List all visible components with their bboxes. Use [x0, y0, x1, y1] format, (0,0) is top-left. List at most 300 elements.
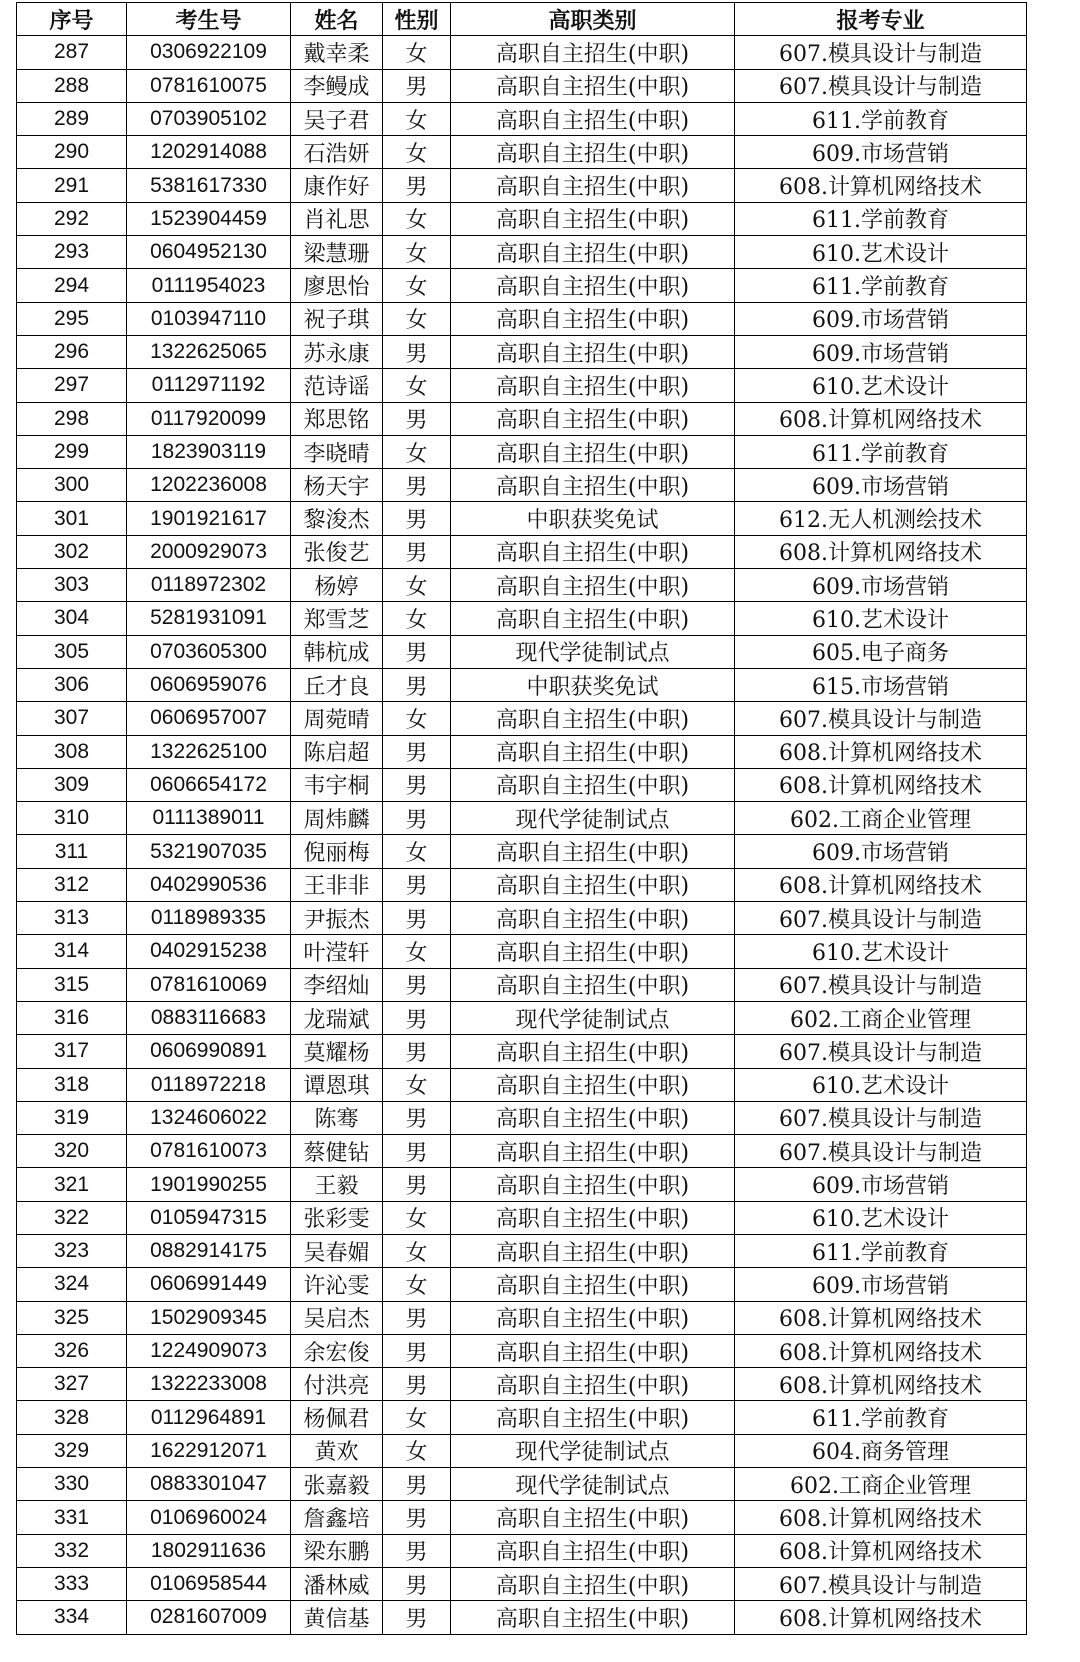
header-serial: 序号 [17, 3, 127, 36]
cell-candidate-id: 1322625100 [127, 735, 291, 768]
cell-major: 605.电子商务 [735, 635, 1027, 668]
header-name: 姓名 [291, 3, 383, 36]
cell-candidate-id: 2000929073 [127, 535, 291, 568]
cell-major: 610.艺术设计 [735, 1068, 1027, 1101]
table-row [17, 1368, 1027, 1401]
cell-name: 杨婷 [291, 569, 383, 602]
table-row [17, 1301, 1027, 1334]
cell-candidate-id: 0781610069 [127, 968, 291, 1001]
table-row [17, 1601, 1027, 1634]
cell-gender: 男 [383, 968, 451, 1001]
cell-major: 609.市场营销 [735, 469, 1027, 502]
cell-gender: 女 [383, 835, 451, 868]
cell-serial: 301 [17, 502, 127, 535]
cell-candidate-id: 0118972302 [127, 569, 291, 602]
cell-serial: 300 [17, 469, 127, 502]
cell-category: 高职自主招生(中职) [451, 1368, 735, 1401]
cell-major: 607.模具设计与制造 [735, 1101, 1027, 1134]
cell-gender: 女 [383, 569, 451, 602]
cell-serial: 298 [17, 402, 127, 435]
cell-category: 高职自主招生(中职) [451, 1334, 735, 1367]
cell-candidate-id: 1324606022 [127, 1101, 291, 1134]
cell-serial: 328 [17, 1401, 127, 1434]
cell-name: 倪丽梅 [291, 835, 383, 868]
cell-category: 高职自主招生(中职) [451, 1068, 735, 1101]
cell-major: 607.模具设计与制造 [735, 968, 1027, 1001]
cell-name: 张彩雯 [291, 1201, 383, 1234]
cell-gender: 男 [383, 1168, 451, 1201]
cell-major: 612.无人机测绘技术 [735, 502, 1027, 535]
cell-gender: 男 [383, 668, 451, 701]
cell-name: 郑雪芝 [291, 602, 383, 635]
cell-major: 607.模具设计与制造 [735, 1035, 1027, 1068]
cell-category: 高职自主招生(中职) [451, 102, 735, 135]
table-row [17, 735, 1027, 768]
cell-name: 郑思铭 [291, 402, 383, 435]
cell-candidate-id: 1523904459 [127, 202, 291, 235]
table-row [17, 1534, 1027, 1567]
table-row [17, 502, 1027, 535]
cell-candidate-id: 1802911636 [127, 1534, 291, 1567]
cell-serial: 291 [17, 169, 127, 202]
cell-category: 高职自主招生(中职) [451, 768, 735, 801]
cell-candidate-id: 0112964891 [127, 1401, 291, 1434]
cell-category: 高职自主招生(中职) [451, 335, 735, 368]
table-row [17, 1101, 1027, 1134]
cell-gender: 男 [383, 1567, 451, 1600]
cell-serial: 314 [17, 935, 127, 968]
table-row [17, 435, 1027, 468]
cell-major: 607.模具设计与制造 [735, 702, 1027, 735]
cell-major: 611.学前教育 [735, 102, 1027, 135]
header-candidate-id: 考生号 [127, 3, 291, 36]
cell-major: 610.艺术设计 [735, 935, 1027, 968]
cell-category: 中职获奖免试 [451, 502, 735, 535]
cell-major: 608.计算机网络技术 [735, 535, 1027, 568]
cell-serial: 293 [17, 236, 127, 269]
cell-gender: 男 [383, 1468, 451, 1501]
cell-name: 黄信基 [291, 1601, 383, 1634]
cell-candidate-id: 0606990891 [127, 1035, 291, 1068]
cell-serial: 330 [17, 1468, 127, 1501]
cell-serial: 296 [17, 335, 127, 368]
cell-major: 610.艺术设计 [735, 1201, 1027, 1234]
table-row [17, 668, 1027, 701]
cell-gender: 男 [383, 402, 451, 435]
cell-serial: 323 [17, 1234, 127, 1267]
cell-candidate-id: 0606957007 [127, 702, 291, 735]
cell-candidate-id: 0703605300 [127, 635, 291, 668]
cell-serial: 331 [17, 1501, 127, 1534]
cell-name: 陈骞 [291, 1101, 383, 1134]
cell-gender: 女 [383, 236, 451, 269]
cell-major: 611.学前教育 [735, 1234, 1027, 1267]
cell-name: 黄欢 [291, 1434, 383, 1467]
table-row [17, 1234, 1027, 1267]
cell-name: 许沁雯 [291, 1268, 383, 1301]
table-row [17, 169, 1027, 202]
cell-name: 丘才良 [291, 668, 383, 701]
cell-gender: 男 [383, 802, 451, 835]
cell-category: 高职自主招生(中职) [451, 1201, 735, 1234]
cell-gender: 女 [383, 369, 451, 402]
cell-serial: 310 [17, 802, 127, 835]
table-row [17, 1035, 1027, 1068]
cell-serial: 307 [17, 702, 127, 735]
cell-major: 607.模具设计与制造 [735, 902, 1027, 935]
cell-serial: 295 [17, 302, 127, 335]
cell-serial: 332 [17, 1534, 127, 1567]
cell-serial: 299 [17, 435, 127, 468]
cell-category: 高职自主招生(中职) [451, 1301, 735, 1334]
cell-name: 付洪亮 [291, 1368, 383, 1401]
cell-candidate-id: 0111954023 [127, 269, 291, 302]
cell-candidate-id: 1901921617 [127, 502, 291, 535]
table-row [17, 802, 1027, 835]
cell-serial: 288 [17, 69, 127, 102]
cell-name: 康作好 [291, 169, 383, 202]
admission-list-table [16, 2, 1027, 1635]
cell-serial: 289 [17, 102, 127, 135]
cell-name: 杨天宇 [291, 469, 383, 502]
cell-category: 高职自主招生(中职) [451, 968, 735, 1001]
cell-category: 高职自主招生(中职) [451, 236, 735, 269]
cell-major: 607.模具设计与制造 [735, 1135, 1027, 1168]
cell-name: 吴子君 [291, 102, 383, 135]
cell-category: 高职自主招生(中职) [451, 1534, 735, 1567]
cell-candidate-id: 0882914175 [127, 1234, 291, 1267]
cell-major: 607.模具设计与制造 [735, 36, 1027, 69]
table-row [17, 702, 1027, 735]
table-row [17, 1068, 1027, 1101]
cell-name: 李绍灿 [291, 968, 383, 1001]
cell-gender: 男 [383, 169, 451, 202]
cell-major: 608.计算机网络技术 [735, 1301, 1027, 1334]
cell-name: 潘林威 [291, 1567, 383, 1600]
cell-name: 莫耀杨 [291, 1035, 383, 1068]
cell-name: 陈启超 [291, 735, 383, 768]
cell-gender: 男 [383, 868, 451, 901]
cell-candidate-id: 0781610075 [127, 69, 291, 102]
cell-gender: 男 [383, 502, 451, 535]
cell-gender: 男 [383, 1101, 451, 1134]
cell-candidate-id: 0883301047 [127, 1468, 291, 1501]
cell-name: 蔡健钻 [291, 1135, 383, 1168]
cell-major: 609.市场营销 [735, 1268, 1027, 1301]
table-row [17, 1268, 1027, 1301]
cell-candidate-id: 0112971192 [127, 369, 291, 402]
cell-gender: 女 [383, 102, 451, 135]
cell-name: 余宏俊 [291, 1334, 383, 1367]
table-row [17, 602, 1027, 635]
cell-candidate-id: 0118989335 [127, 902, 291, 935]
cell-serial: 320 [17, 1135, 127, 1168]
cell-candidate-id: 0281607009 [127, 1601, 291, 1634]
cell-category: 现代学徒制试点 [451, 1001, 735, 1034]
table-row [17, 269, 1027, 302]
cell-name: 韩杭成 [291, 635, 383, 668]
cell-gender: 女 [383, 269, 451, 302]
table-row [17, 535, 1027, 568]
cell-category: 高职自主招生(中职) [451, 435, 735, 468]
cell-gender: 女 [383, 202, 451, 235]
cell-name: 王毅 [291, 1168, 383, 1201]
cell-serial: 313 [17, 902, 127, 935]
cell-gender: 女 [383, 1201, 451, 1234]
table-row [17, 569, 1027, 602]
table-row [17, 369, 1027, 402]
cell-major: 611.学前教育 [735, 202, 1027, 235]
cell-category: 高职自主招生(中职) [451, 535, 735, 568]
cell-gender: 男 [383, 1035, 451, 1068]
table-row [17, 136, 1027, 169]
cell-category: 高职自主招生(中职) [451, 302, 735, 335]
cell-candidate-id: 1502909345 [127, 1301, 291, 1334]
cell-candidate-id: 0402990536 [127, 868, 291, 901]
cell-name: 杨佩君 [291, 1401, 383, 1434]
cell-major: 615.市场营销 [735, 668, 1027, 701]
cell-gender: 男 [383, 635, 451, 668]
cell-name: 梁东鹏 [291, 1534, 383, 1567]
cell-major: 610.艺术设计 [735, 602, 1027, 635]
cell-serial: 333 [17, 1567, 127, 1600]
cell-serial: 294 [17, 269, 127, 302]
cell-gender: 男 [383, 1334, 451, 1367]
cell-gender: 女 [383, 602, 451, 635]
header-gender: 性别 [383, 3, 451, 36]
header-major: 报考专业 [735, 3, 1027, 36]
cell-major: 607.模具设计与制造 [735, 1567, 1027, 1600]
cell-category: 高职自主招生(中职) [451, 36, 735, 69]
table-row [17, 402, 1027, 435]
cell-serial: 290 [17, 136, 127, 169]
cell-major: 602.工商企业管理 [735, 1468, 1027, 1501]
cell-name: 廖思怡 [291, 269, 383, 302]
cell-serial: 316 [17, 1001, 127, 1034]
cell-name: 肖礼思 [291, 202, 383, 235]
cell-serial: 315 [17, 968, 127, 1001]
table-row [17, 36, 1027, 69]
cell-name: 龙瑞斌 [291, 1001, 383, 1034]
cell-major: 611.学前教育 [735, 1401, 1027, 1434]
cell-name: 谭恩琪 [291, 1068, 383, 1101]
cell-serial: 308 [17, 735, 127, 768]
cell-category: 高职自主招生(中职) [451, 602, 735, 635]
cell-major: 609.市场营销 [735, 835, 1027, 868]
header-category: 高职类别 [451, 3, 735, 36]
table-row [17, 968, 1027, 1001]
cell-gender: 男 [383, 902, 451, 935]
cell-name: 王非非 [291, 868, 383, 901]
table-row [17, 1434, 1027, 1467]
cell-major: 607.模具设计与制造 [735, 69, 1027, 102]
cell-serial: 312 [17, 868, 127, 901]
cell-serial: 324 [17, 1268, 127, 1301]
cell-category: 高职自主招生(中职) [451, 569, 735, 602]
cell-serial: 311 [17, 835, 127, 868]
cell-category: 现代学徒制试点 [451, 1434, 735, 1467]
cell-candidate-id: 0606959076 [127, 668, 291, 701]
table-row [17, 635, 1027, 668]
cell-category: 高职自主招生(中职) [451, 1035, 735, 1068]
cell-major: 608.计算机网络技术 [735, 1501, 1027, 1534]
cell-serial: 292 [17, 202, 127, 235]
table-row [17, 1567, 1027, 1600]
cell-name: 苏永康 [291, 335, 383, 368]
cell-serial: 302 [17, 535, 127, 568]
cell-category: 中职获奖免试 [451, 668, 735, 701]
cell-category: 高职自主招生(中职) [451, 935, 735, 968]
cell-category: 高职自主招生(中职) [451, 1401, 735, 1434]
cell-candidate-id: 0111389011 [127, 802, 291, 835]
cell-name: 叶滢轩 [291, 935, 383, 968]
cell-gender: 男 [383, 1301, 451, 1334]
table-row [17, 902, 1027, 935]
table-row [17, 335, 1027, 368]
header-row [17, 3, 1027, 36]
cell-name: 李鳗成 [291, 69, 383, 102]
cell-name: 梁慧珊 [291, 236, 383, 269]
table-row [17, 1168, 1027, 1201]
cell-candidate-id: 1202236008 [127, 469, 291, 502]
cell-major: 611.学前教育 [735, 435, 1027, 468]
cell-candidate-id: 1622912071 [127, 1434, 291, 1467]
table-row [17, 236, 1027, 269]
table-row [17, 935, 1027, 968]
cell-name: 李晓晴 [291, 435, 383, 468]
cell-category: 高职自主招生(中职) [451, 169, 735, 202]
cell-name: 张嘉毅 [291, 1468, 383, 1501]
cell-candidate-id: 0703905102 [127, 102, 291, 135]
cell-serial: 319 [17, 1101, 127, 1134]
cell-serial: 287 [17, 36, 127, 69]
cell-candidate-id: 0606991449 [127, 1268, 291, 1301]
cell-name: 吴启杰 [291, 1301, 383, 1334]
cell-gender: 女 [383, 36, 451, 69]
table-row [17, 202, 1027, 235]
cell-name: 戴幸柔 [291, 36, 383, 69]
cell-serial: 334 [17, 1601, 127, 1634]
cell-gender: 男 [383, 1601, 451, 1634]
cell-gender: 男 [383, 1135, 451, 1168]
cell-category: 高职自主招生(中职) [451, 69, 735, 102]
cell-major: 610.艺术设计 [735, 369, 1027, 402]
cell-candidate-id: 0306922109 [127, 36, 291, 69]
cell-gender: 女 [383, 136, 451, 169]
cell-gender: 女 [383, 1268, 451, 1301]
cell-category: 高职自主招生(中职) [451, 1168, 735, 1201]
table-row [17, 1501, 1027, 1534]
cell-serial: 318 [17, 1068, 127, 1101]
table-row [17, 69, 1027, 102]
cell-candidate-id: 1224909073 [127, 1334, 291, 1367]
cell-candidate-id: 0105947315 [127, 1201, 291, 1234]
cell-gender: 男 [383, 1534, 451, 1567]
cell-category: 高职自主招生(中职) [451, 902, 735, 935]
cell-candidate-id: 1322233008 [127, 1368, 291, 1401]
cell-major: 602.工商企业管理 [735, 802, 1027, 835]
cell-serial: 309 [17, 768, 127, 801]
cell-name: 范诗谣 [291, 369, 383, 402]
cell-category: 高职自主招生(中职) [451, 136, 735, 169]
cell-gender: 女 [383, 702, 451, 735]
cell-candidate-id: 0883116683 [127, 1001, 291, 1034]
cell-category: 高职自主招生(中职) [451, 1268, 735, 1301]
cell-name: 石浩妍 [291, 136, 383, 169]
cell-category: 高职自主招生(中职) [451, 469, 735, 502]
table-row [17, 1135, 1027, 1168]
table-row [17, 1468, 1027, 1501]
cell-category: 高职自主招生(中职) [451, 369, 735, 402]
cell-major: 608.计算机网络技术 [735, 169, 1027, 202]
cell-name: 詹鑫培 [291, 1501, 383, 1534]
cell-major: 608.计算机网络技术 [735, 1534, 1027, 1567]
cell-major: 609.市场营销 [735, 569, 1027, 602]
cell-candidate-id: 0103947110 [127, 302, 291, 335]
cell-category: 高职自主招生(中职) [451, 1135, 735, 1168]
cell-name: 张俊艺 [291, 535, 383, 568]
cell-candidate-id: 5381617330 [127, 169, 291, 202]
cell-major: 608.计算机网络技术 [735, 868, 1027, 901]
table-row [17, 835, 1027, 868]
cell-candidate-id: 0604952130 [127, 236, 291, 269]
cell-name: 祝子琪 [291, 302, 383, 335]
cell-name: 韦宇桐 [291, 768, 383, 801]
cell-gender: 男 [383, 535, 451, 568]
table-row [17, 1201, 1027, 1234]
cell-candidate-id: 5321907035 [127, 835, 291, 868]
cell-category: 高职自主招生(中职) [451, 202, 735, 235]
cell-serial: 306 [17, 668, 127, 701]
cell-category: 高职自主招生(中职) [451, 1101, 735, 1134]
table-row [17, 1001, 1027, 1034]
cell-candidate-id: 1901990255 [127, 1168, 291, 1201]
cell-category: 高职自主招生(中职) [451, 1501, 735, 1534]
cell-category: 高职自主招生(中职) [451, 1234, 735, 1267]
table-row [17, 868, 1027, 901]
cell-gender: 女 [383, 1401, 451, 1434]
cell-category: 高职自主招生(中职) [451, 735, 735, 768]
cell-candidate-id: 0402915238 [127, 935, 291, 968]
cell-category: 高职自主招生(中职) [451, 702, 735, 735]
table-row [17, 768, 1027, 801]
cell-gender: 女 [383, 1068, 451, 1101]
cell-serial: 303 [17, 569, 127, 602]
cell-major: 609.市场营销 [735, 1168, 1027, 1201]
cell-name: 黎浚杰 [291, 502, 383, 535]
cell-major: 608.计算机网络技术 [735, 1368, 1027, 1401]
cell-serial: 317 [17, 1035, 127, 1068]
cell-gender: 男 [383, 1501, 451, 1534]
cell-serial: 327 [17, 1368, 127, 1401]
cell-major: 609.市场营销 [735, 335, 1027, 368]
cell-major: 608.计算机网络技术 [735, 402, 1027, 435]
table-row [17, 302, 1027, 335]
table-row [17, 1401, 1027, 1434]
cell-gender: 男 [383, 1001, 451, 1034]
table-row [17, 1334, 1027, 1367]
cell-candidate-id: 0118972218 [127, 1068, 291, 1101]
cell-category: 现代学徒制试点 [451, 1468, 735, 1501]
cell-major: 608.计算机网络技术 [735, 768, 1027, 801]
cell-name: 周炜麟 [291, 802, 383, 835]
cell-gender: 女 [383, 1434, 451, 1467]
cell-gender: 女 [383, 935, 451, 968]
cell-gender: 女 [383, 435, 451, 468]
table-row [17, 469, 1027, 502]
cell-major: 610.艺术设计 [735, 236, 1027, 269]
cell-gender: 男 [383, 768, 451, 801]
